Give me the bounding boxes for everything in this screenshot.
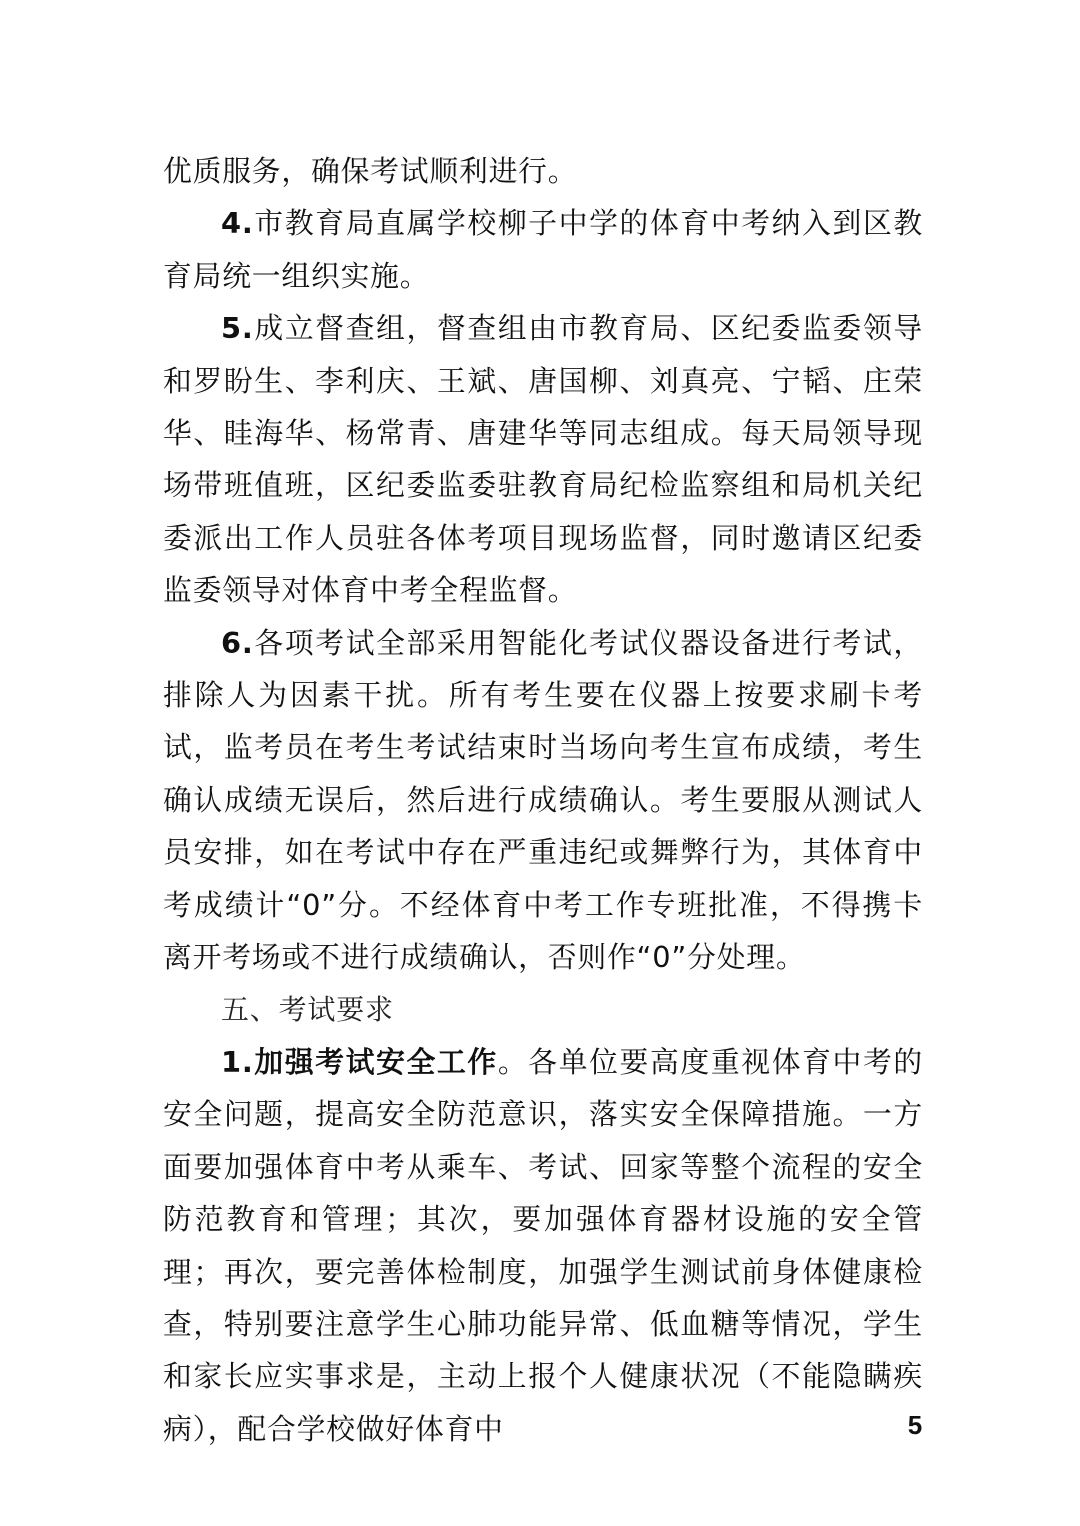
paragraph-item-6 [163,617,923,984]
paragraph-text: 。各单位要高度重视体育中考的安全问题，提高安全防范意识，落实安全保障措施。一方面要加强体育中考从乘车、考试、回家等整个流程的安全防范教育和管理；其次，要加强体育器材设施的安全管理；再次，要完善体检制度，加强学生测试前身体健康检查，特别要注意学生心肺功能异常、低血糖等情况，学生和家长应实事求是，主动上报个人健康状况（不能隐瞒疾病），配合学校做好体育中 [163,1044,924,1446]
paragraph-lead: 1.加强考试安全工作 [221,1044,498,1079]
page-number: 5 [907,1410,923,1440]
section-heading [163,984,923,1036]
paragraph-continuation [163,145,923,197]
paragraph-item-4 [163,197,923,302]
paragraph-text: 成立督查组，督查组由市教育局、区纪委监委领导和罗盼生、李利庆、王斌、唐国柳、刘真亮、宁韬、庄荣华、眭海华、杨常青、唐建华等同志组成。每天局领导现场带班值班，区纪委监委驻教育局纪检监察组和局机关纪委派出工作人员驻各体考项目现场监督，同时邀请区纪委监委领导对体育中考全程监督。 [163,311,923,608]
paragraph-text: 各项考试全部采用智能化考试仪器设备进行考试，排除人为因素干扰。所有考生要在仪器上按要求刷卡考试，监考员在考生考试结束时当场向考生宣布成绩，考生确认成绩无误后，然后进行成绩确认。考生要服从测试人员安排，如在考试中存在严重违纪或舞弊行为，其体育中考成绩计“0”分。不经体育中考工作专班批准，不得携卡离开考场或不进行成绩确认，否则作“0”分处理。 [163,625,923,975]
item-number: 4. [221,206,254,241]
section-heading-text: 五、考试要求 [221,992,394,1026]
paragraph-text: 优质服务，确保考试顺利进行。 [163,154,578,188]
paragraph-requirement-1 [163,1036,923,1455]
paragraph-text: 市教育局直属学校柳子中学的体育中考纳入到区教育局统一组织实施。 [163,206,923,293]
item-number: 6. [221,625,254,660]
paragraph-item-5 [163,302,923,616]
item-number: 5. [221,311,254,346]
document-body [163,145,923,1455]
